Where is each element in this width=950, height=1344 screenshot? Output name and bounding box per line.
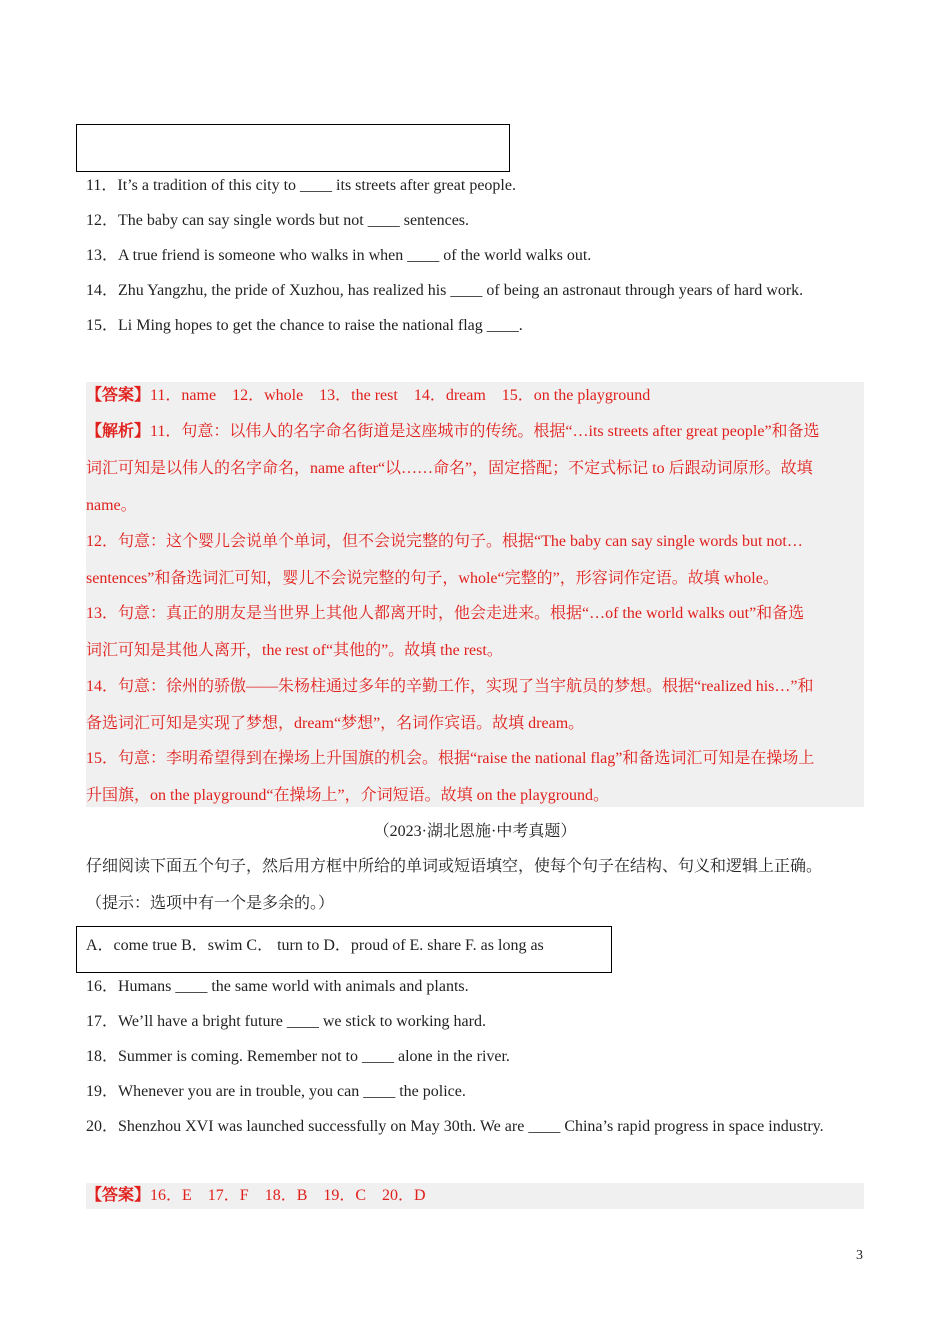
answer-row-2 [86,1186,426,1206]
analysis-row-1 [86,422,820,442]
question-11: 11．It’s a tradition of this city to ____ its streets after great people. [86,177,516,194]
analysis-line: 15．句意：李明希望得到在操场上升国旗的机会。根据“raise the national flag”和备选词汇可知是在操场上 [86,750,815,767]
analysis-line: 11．句意：以伟人的名字命名街道是这座城市的传统。根据“…its streets after great people”和备选 [150,423,820,440]
answer-analysis-block-1 [86,382,864,807]
question-15: 15．Li Ming hopes to get the chance to raise the national flag ____. [86,317,523,334]
analysis-line: 备选词汇可知是实现了梦想，dream“梦想”，名词作宾语。故填 dream。 [86,715,585,732]
page-number: 3 [856,1248,863,1263]
analysis-line: 词汇可知是以伟人的名字命名，name after“以……命名”，固定搭配；不定式标记 to 后跟动词原形。故填 [86,460,813,477]
analysis-line: 升国旗，on the playground“在操场上”，介词短语。故填 on the playground。 [86,787,610,804]
analysis-line: 12．句意：这个婴儿会说单个单词，但不会说完整的句子。根据“The baby can say single words but not… [86,533,803,550]
answer-row-1 [86,386,650,406]
question-19: 19．Whenever you are in trouble, you can ____ the police. [86,1083,466,1100]
answer-block-2 [86,1183,864,1209]
question-17: 17．We’ll have a bright future ____ we stick to working hard. [86,1013,486,1030]
analysis-label: 【解析】 [86,423,151,440]
question-12: 12．The baby can say single words but not ____ sentences. [86,212,470,229]
answer-label: 【答案】 [86,1187,151,1204]
analysis-line: name。 [86,497,137,514]
instruction-line: 仔细阅读下面五个句子，然后用方框中所给的单词或短语填空，使每个句子在结构、句义和逻辑上正确。 [86,858,823,875]
analysis-line: 13．句意：真正的朋友是当世界上其他人都离开时，他会走进来。根据“…of the world walks out”和备选 [86,605,805,622]
question-14: 14．Zhu Yangzhu, the pride of Xuzhou, has realized his ____ of being an astronaut through years of hard work. [86,282,804,299]
instruction-hint: （提示：选项中有一个是多余的。） [86,895,335,912]
question-18: 18．Summer is coming. Remember not to ____ alone in the river. [86,1048,510,1065]
analysis-line: 词汇可知是其他人离开，the rest of“其他的”。故填 the rest。 [86,642,503,659]
word-bank-box-top [76,124,510,172]
question-20: 20．Shenzhou XVI was launched successfully on May 30th. We are ____ China’s rapid progress in space industry. [86,1118,824,1135]
word-bank-options: A．come true B．swim C． turn to D．proud of E. share F. as long as [86,937,544,954]
analysis-line: sentences”和备选词汇可知，婴儿不会说完整的句子，whole“完整的”，形容词作定语。故填 whole。 [86,570,779,587]
analysis-line: 14．句意：徐州的骄傲——朱杨柱通过多年的辛勤工作，实现了当宇航员的梦想。根据“realized his…”和 [86,678,814,695]
question-16: 16．Humans ____ the same world with animals and plants. [86,978,469,995]
answer-text: 16．E 17．F 18．B 19．C 20．D [150,1187,426,1204]
answer-label: 【答案】 [86,387,151,404]
answer-text: 11．name 12．whole 13．the rest 14．dream 15．on the playground [150,387,651,404]
source-heading: （2023·湖北恩施·中考真题） [373,823,577,840]
question-13: 13．A true friend is someone who walks in when ____ of the world walks out. [86,247,592,264]
